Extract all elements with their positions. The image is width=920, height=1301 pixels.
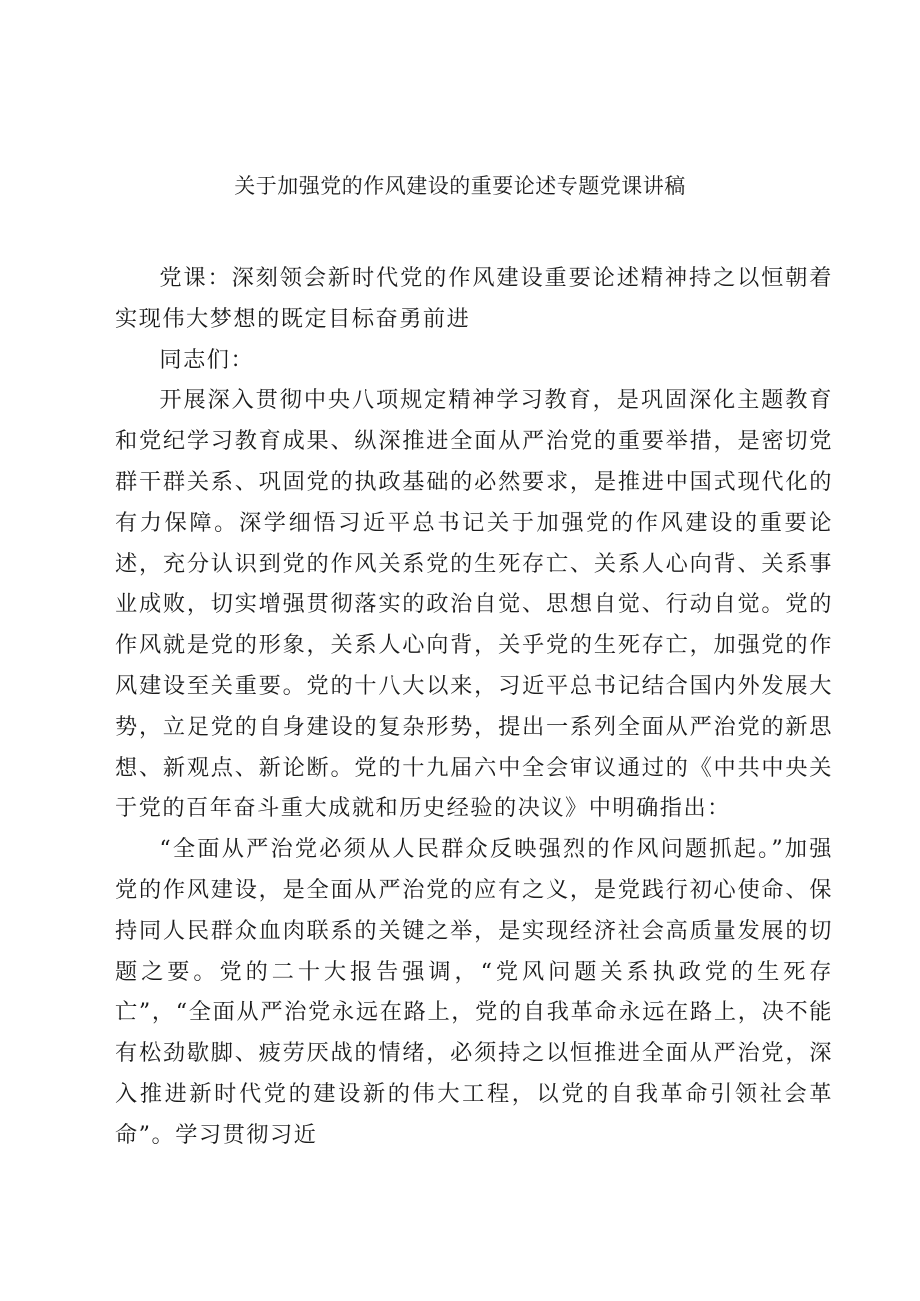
paragraph-lesson-topic: 党课：深刻领会新时代党的作风建设重要论述精神持之以恒朝着实现伟大梦想的既定目标奋勇前进 xyxy=(115,265,833,332)
paragraph-body-2: “全面从严治党必须从人民群众反映强烈的作风问题抓起。”加强党的作风建设，是全面从严治党的应有之义，是党践行初心使命、保持同人民群众血肉联系的关键之举，是实现经济社会高质量发展的切题之要。党的二十大报告强调，“党风问题关系执政党的生死存亡”，“全面从严治党永远在路上，党的自我革命永远在路上，决不能有松劲歇脚、疲劳厌战的情绪，必须持之以恒推进全面从严治党，深入推进新时代党的建设新的伟大工程，以党的自我革命引领社会革命”。学习贯彻习近 xyxy=(115,836,833,1148)
document-body xyxy=(115,258,833,1156)
paragraph-body-1: 开展深入贯彻中央八项规定精神学习教育，是巩固深化主题教育和党纪学习教育成果、纵深推进全面从严治党的重要举措，是密切党群干群关系、巩固党的执政基础的必然要求，是推进中国式现代化的有力保障。深学细悟习近平总书记关于加强党的作风建设的重要论述，充分认识到党的作风关系党的生死存亡、关系人心向背、关系事业成败，切实增强贯彻落实的政治自觉、思想自觉、行动自觉。党的作风就是党的形象，关系人心向背，关乎党的生死存亡，加强党的作风建设至关重要。党的十八大以来，习近平总书记结合国内外发展大势，立足党的自身建设的复杂形势，提出一系列全面从严治党的新思想、新观点、新论断。党的十九届六中全会审议通过的《中共中央关于党的百年奋斗重大成就和历史经验的决议》中明确指出： xyxy=(115,387,833,822)
document-title: 关于加强党的作风建设的重要论述专题党课讲稿 xyxy=(234,174,686,198)
paragraph-salutation: 同志们： xyxy=(159,346,255,373)
